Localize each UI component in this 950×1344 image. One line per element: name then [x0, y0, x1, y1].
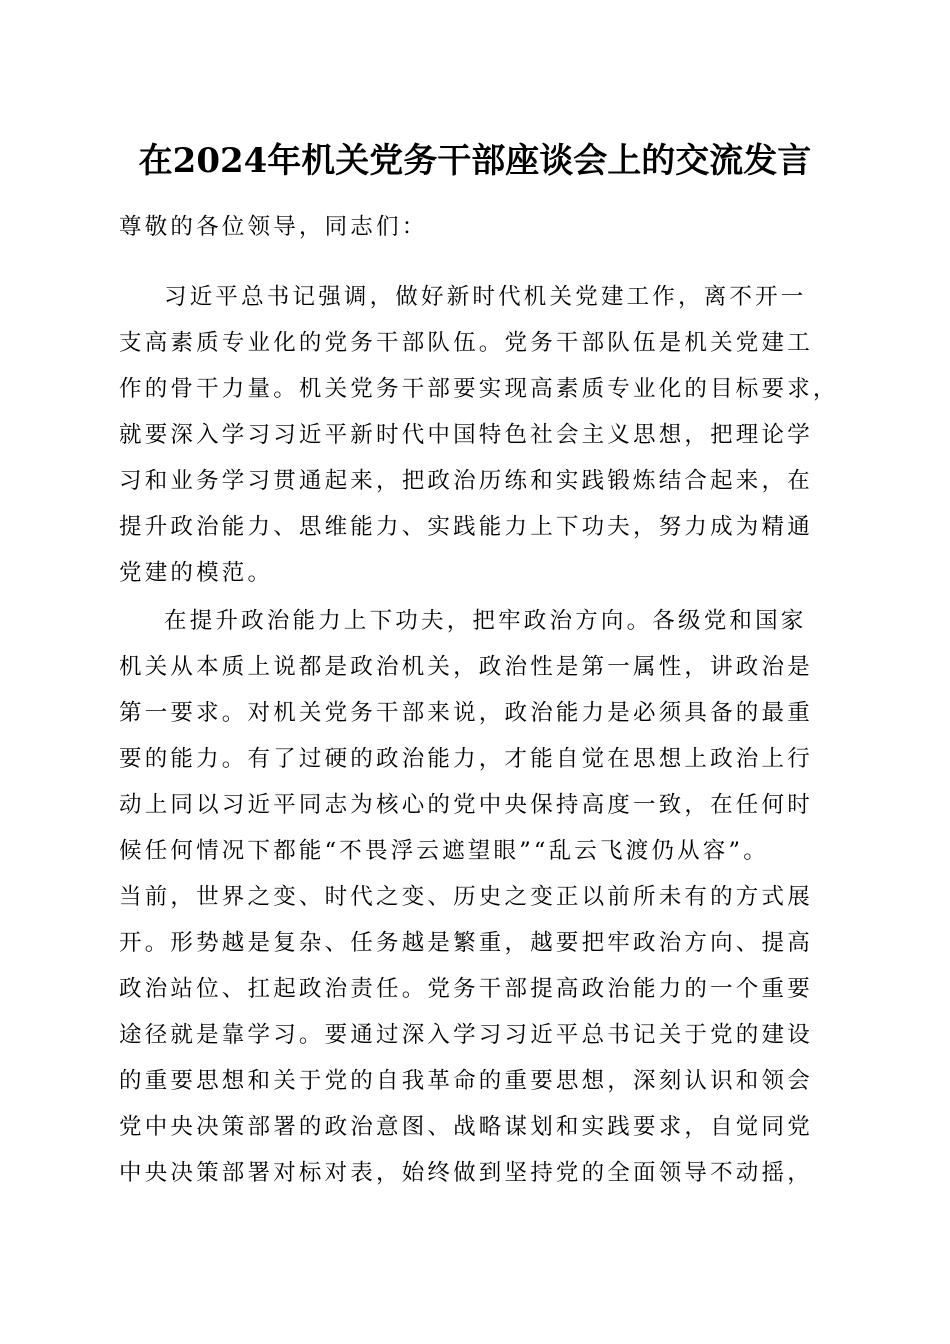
paragraph-1-line-5: 习和业务学习贯通起来，把政治历练和实践锻炼结合起来，在: [119, 468, 813, 494]
paragraph-2-line-9: 政治站位、扛起政治责任。党务干部提高政治能力的一个重要: [119, 976, 813, 1002]
paragraph-1-line-1: 习近平总书记强调，做好新时代机关党建工作，离不开一: [164, 284, 807, 310]
paragraph-2-line-6: 候任何情况下都能“不畏浮云遮望眼”“乱云飞渡仍从容”。: [119, 838, 769, 864]
paragraph-2-line-1: 在提升政治能力上下功夫，把牢政治方向。各级党和国家: [164, 608, 807, 634]
paragraph-1-line-6: 提升政治能力、思维能力、实践能力上下功夫，努力成为精通: [119, 514, 813, 540]
paragraph-2-line-11: 的重要思想和关于党的自我革命的重要思想，深刻认识和领会: [119, 1068, 813, 1094]
paragraph-2-line-10: 途径就是靠学习。要通过深入学习习近平总书记关于党的建设: [119, 1022, 813, 1048]
paragraph-2-line-8: 开。形势越是复杂、任务越是繁重，越要把牢政治方向、提高: [119, 930, 813, 956]
paragraph-1-line-2: 支高素质专业化的党务干部队伍。党务干部队伍是机关党建工: [119, 330, 813, 356]
salutation: 尊敬的各位领导，同志们：: [119, 214, 428, 240]
paragraph-2-line-5: 动上同以习近平同志为核心的党中央保持高度一致，在任何时: [119, 792, 813, 818]
paragraph-2-line-2: 机关从本质上说都是政治机关，政治性是第一属性，讲政治是: [119, 654, 813, 680]
document-title: 在2024年机关党务干部座谈会上的交流发言: [138, 141, 812, 181]
paragraph-2-line-3: 第一要求。对机关党务干部来说，政治能力是必须具备的最重: [119, 700, 813, 726]
paragraph-2-line-7: 当前，世界之变、时代之变、历史之变正以前所未有的方式展: [119, 884, 813, 910]
paragraph-1-line-3: 作的骨干力量。机关党务干部要实现高素质专业化的目标要求，: [119, 376, 839, 402]
paragraph-2-line-4: 要的能力。有了过硬的政治能力，才能自觉在思想上政治上行: [119, 746, 813, 772]
paragraph-1-line-7: 党建的模范。: [119, 560, 274, 586]
paragraph-2-line-13: 中央决策部署对标对表，始终做到坚持党的全面领导不动摇，: [119, 1160, 813, 1186]
paragraph-1-line-4: 就要深入学习习近平新时代中国特色社会主义思想，把理论学: [119, 422, 813, 448]
paragraph-2-line-12: 党中央决策部署的政治意图、战略谋划和实践要求，自觉同党: [119, 1114, 813, 1140]
